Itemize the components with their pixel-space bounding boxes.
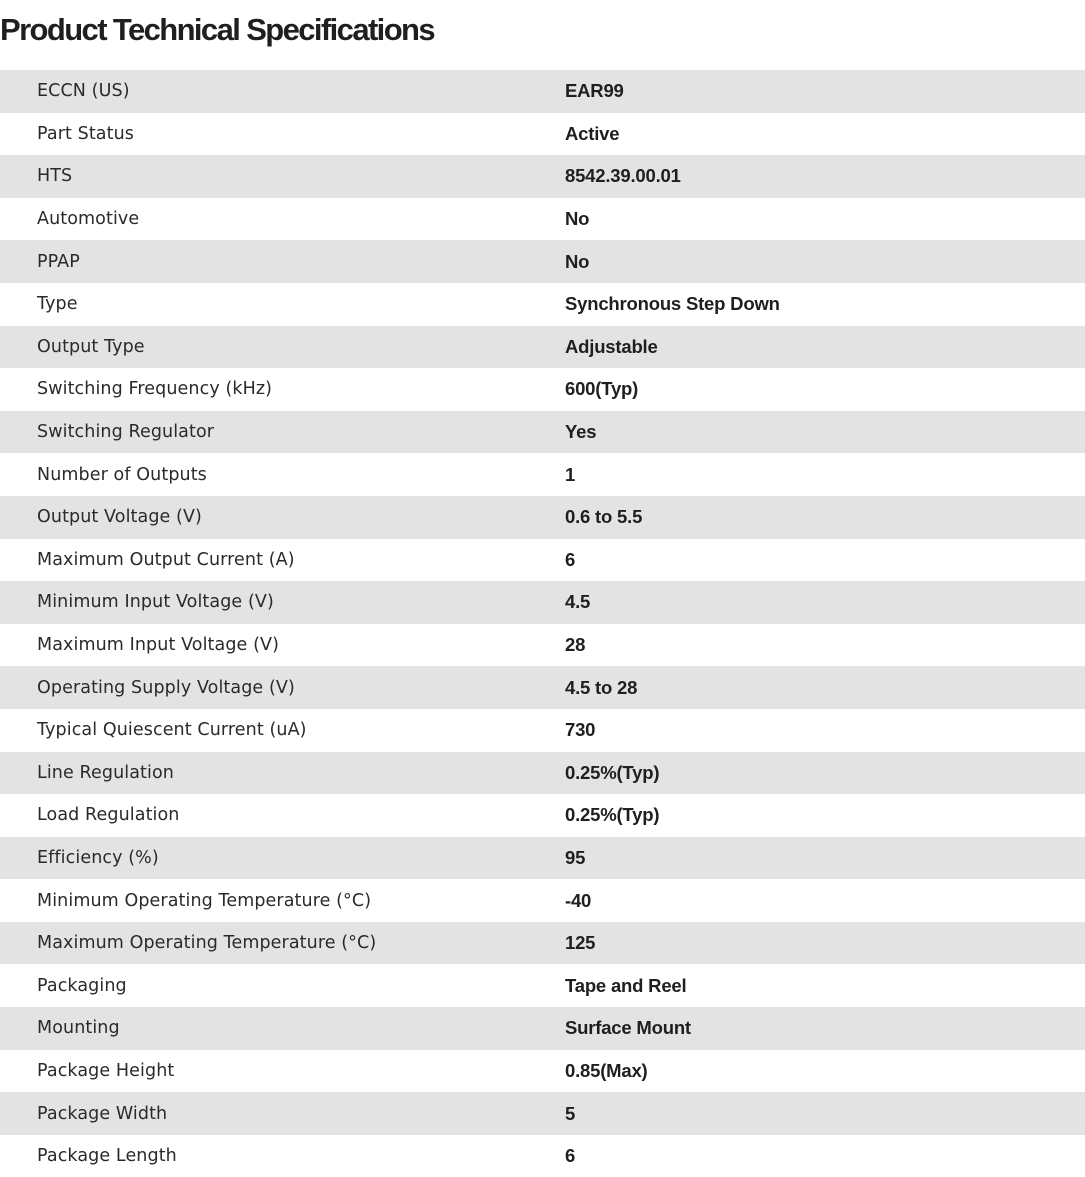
table-row [0,70,1085,113]
spec-value: 0.25%(Typ) [565,761,660,783]
table-row [0,155,1085,198]
spec-label: Maximum Input Voltage (V) [37,635,279,656]
spec-table [0,70,1085,1177]
table-row [0,837,1085,880]
spec-value: 125 [565,932,596,954]
page-title: Product Technical Specifications [0,12,435,47]
spec-label: HTS [37,166,73,187]
table-row [0,879,1085,922]
spec-value: Active [565,122,620,144]
table-row [0,624,1085,667]
spec-value: No [565,208,590,230]
spec-value: 8542.39.00.01 [565,165,681,187]
spec-value: No [565,250,590,272]
spec-value: 6 [565,1145,576,1167]
spec-label: Package Height [37,1060,175,1081]
spec-label: Part Status [37,123,134,144]
spec-label: Type [37,294,78,315]
spec-value: 95 [565,846,586,868]
spec-label: Minimum Operating Temperature (°C) [37,890,372,911]
spec-label: Line Regulation [37,762,174,783]
table-row [0,581,1085,624]
table-row [0,198,1085,241]
spec-label: Load Regulation [37,805,180,826]
spec-label: Output Type [37,336,145,357]
table-row [0,113,1085,156]
spec-value: 4.5 to 28 [565,676,638,698]
spec-label: Package Length [37,1146,177,1167]
table-row [0,326,1085,369]
spec-value: 0.85(Max) [565,1059,648,1081]
spec-value: -40 [565,889,592,911]
spec-table-body [0,70,1085,1177]
table-row [0,1007,1085,1050]
spec-label: Output Voltage (V) [37,507,202,528]
table-row [0,453,1085,496]
spec-label: Efficiency (%) [37,847,159,868]
spec-label: Minimum Input Voltage (V) [37,592,274,613]
table-row [0,283,1085,326]
spec-value: EAR99 [565,80,624,102]
spec-label: PPAP [37,251,80,272]
table-row [0,1050,1085,1093]
spec-label: Typical Quiescent Current (uA) [37,720,307,741]
spec-value: 0.25%(Typ) [565,804,660,826]
spec-value: 0.6 to 5.5 [565,506,643,528]
spec-label: Switching Regulator [37,422,215,443]
table-row [0,709,1085,752]
spec-label: Maximum Operating Temperature (°C) [37,933,377,954]
table-row [0,240,1085,283]
spec-value: 730 [565,719,596,741]
table-row [0,794,1085,837]
spec-value: Synchronous Step Down [565,293,780,315]
spec-label: Package Width [37,1103,168,1124]
spec-label: Automotive [37,209,140,230]
spec-value: 5 [565,1102,576,1124]
spec-value: 600(Typ) [565,378,639,400]
spec-value: Tape and Reel [565,974,687,996]
spec-value: 28 [565,634,586,656]
table-row [0,1092,1085,1135]
spec-value: Yes [565,421,597,443]
spec-value: 1 [565,463,576,485]
spec-label: Operating Supply Voltage (V) [37,677,295,698]
spec-label: Packaging [37,975,127,996]
table-row [0,922,1085,965]
spec-value: Surface Mount [565,1017,691,1039]
spec-value: Adjustable [565,335,658,357]
spec-value: 6 [565,548,576,570]
table-row [0,666,1085,709]
spec-label: Switching Frequency (kHz) [37,379,273,400]
table-row [0,752,1085,795]
table-row [0,539,1085,582]
table-row [0,1135,1085,1177]
table-row [0,964,1085,1007]
spec-label: Number of Outputs [37,464,207,485]
table-row [0,496,1085,539]
spec-label: Maximum Output Current (A) [37,549,295,570]
table-row [0,411,1085,454]
spec-value: 4.5 [565,591,591,613]
table-row [0,368,1085,411]
spec-label: Mounting [37,1018,120,1039]
spec-label: ECCN (US) [37,81,130,102]
